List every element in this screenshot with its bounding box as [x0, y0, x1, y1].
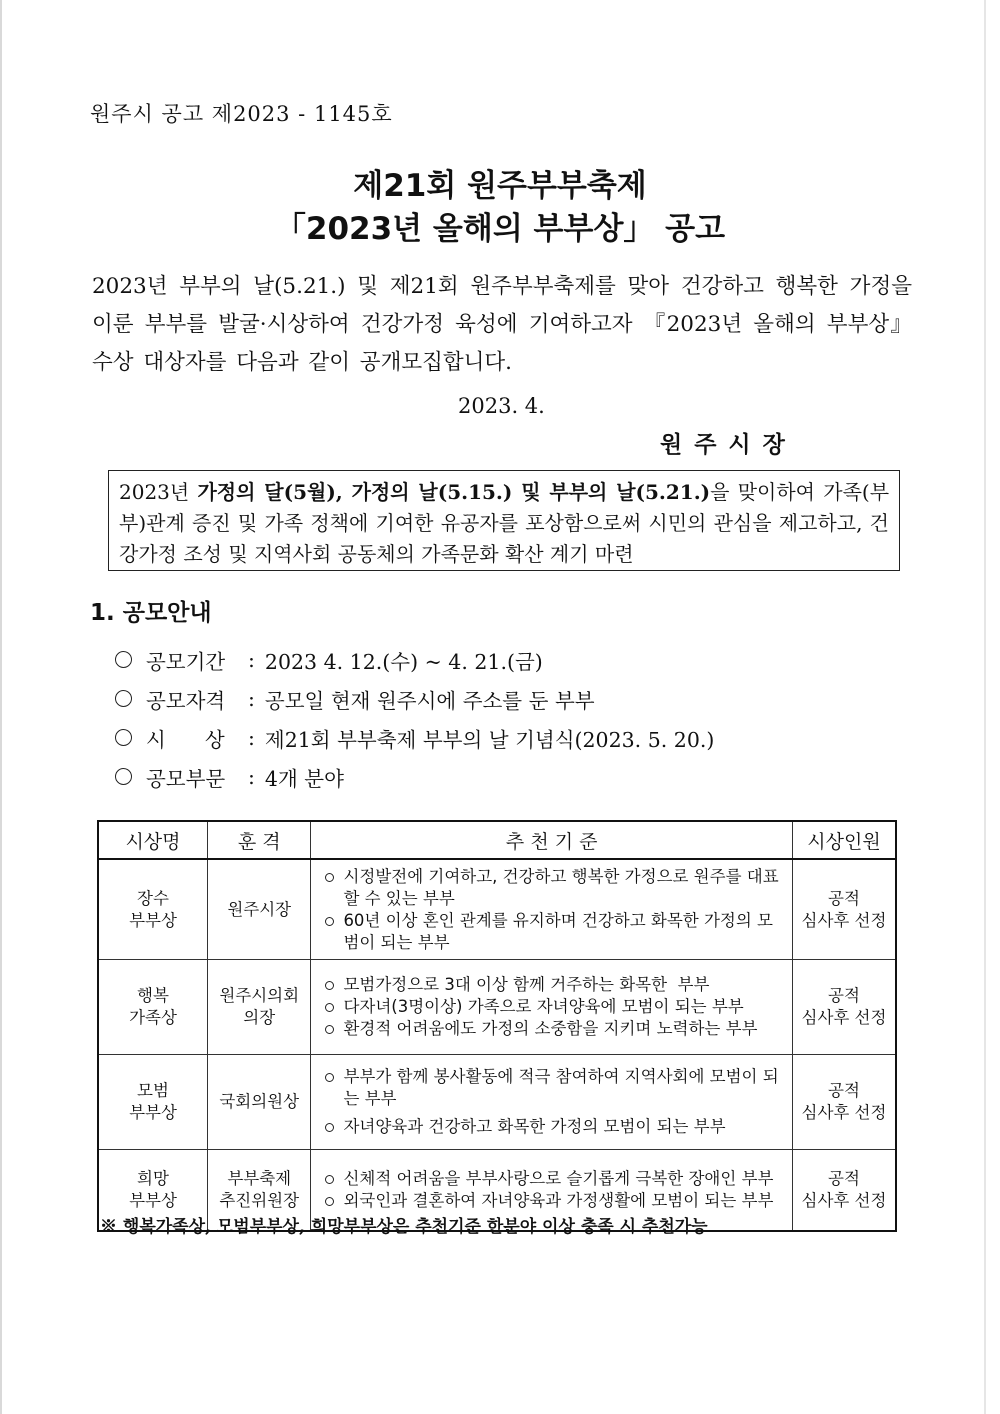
info-item	[115, 679, 714, 718]
award-name-line: 부부상	[129, 1191, 177, 1210]
small-circle-bullet-icon	[325, 1123, 334, 1132]
count-line: 심사후 선정	[801, 1191, 887, 1210]
rank-line: 의장	[243, 1008, 276, 1027]
info-separator: :	[248, 686, 255, 711]
criteria-text: 모범가정으로 3대 이상 함께 거주하는 화목한 부부	[343, 975, 710, 994]
info-separator: :	[248, 764, 255, 789]
criteria-cell	[311, 859, 793, 960]
small-circle-bullet-icon	[325, 917, 334, 926]
criteria-text: 부부가 함께 봉사활동에 적극 참여하여 지역사회에 모범이 되는 부부	[343, 1067, 779, 1108]
rank-line: 원주시장	[227, 899, 292, 919]
small-circle-bullet-icon	[325, 1025, 334, 1034]
rank-line: 원주시의회	[219, 986, 300, 1005]
count-line: 심사후 선정	[801, 910, 887, 930]
criteria-text: 다자녀(3명이상) 가족으로 자녀양육에 모범이 되는 부부	[343, 997, 744, 1016]
info-separator: :	[248, 725, 255, 750]
header-count: 시상인원	[792, 821, 896, 859]
header-award-name: 시상명	[98, 821, 207, 859]
criteria-text: 외국인과 결혼하여 자녀양육과 가정생활에 모범이 되는 부부	[343, 1191, 774, 1210]
count-line: 심사후 선정	[801, 1008, 887, 1027]
notice-date: 2023. 4.	[458, 394, 545, 418]
info-item	[115, 757, 714, 796]
info-value: 공모일 현재 원주시에 주소를 둔 부부	[264, 688, 595, 713]
count-cell	[792, 1055, 896, 1150]
table-row	[98, 1055, 896, 1150]
criteria-cell	[311, 960, 793, 1055]
section-title: 1. 공모안내	[90, 600, 212, 626]
count-line: 공적	[828, 1169, 860, 1188]
criteria-item	[325, 1116, 784, 1138]
info-item	[115, 718, 714, 757]
circle-bullet-icon	[115, 690, 132, 707]
criteria-item	[325, 996, 784, 1018]
criteria-item	[325, 910, 784, 954]
rank-line: 부부축제	[227, 1169, 292, 1188]
notice-number: 원주시 공고 제2023 - 1145호	[90, 102, 393, 126]
info-label: 시 상	[146, 727, 225, 752]
header-criteria: 추 천 기 준	[311, 821, 793, 859]
criteria-text: 환경적 어려움에도 가정의 소중함을 지키며 노력하는 부부	[343, 1019, 758, 1038]
circle-bullet-icon	[115, 729, 132, 746]
criteria-text: 60년 이상 혼인 관계를 유지하며 건강하고 화목한 가정의 모범이 되는 부부	[343, 910, 773, 952]
purpose-text-1: 2023년	[119, 480, 198, 504]
award-name-cell	[98, 1055, 207, 1150]
signer: 원주시장	[660, 432, 797, 458]
count-line: 공적	[828, 986, 860, 1005]
title-line-1: 제21회 원주부부축제	[353, 168, 647, 204]
info-label: 공모부문	[146, 766, 226, 791]
small-circle-bullet-icon	[325, 1073, 334, 1082]
award-name-line: 부부상	[129, 1103, 177, 1122]
award-name-line: 모범	[137, 1081, 169, 1100]
count-line: 공적	[828, 1081, 860, 1100]
circle-bullet-icon	[115, 768, 132, 785]
count-line: 공적	[828, 888, 860, 908]
award-name-line: 부부상	[129, 910, 177, 930]
criteria-text: 자녀양육과 건강하고 화목한 가정의 모범이 되는 부부	[343, 1117, 726, 1136]
count-cell	[792, 960, 896, 1055]
info-value: 2023 4. 12.(수) ~ 4. 21.(금)	[264, 649, 543, 674]
award-name-line: 장수	[137, 888, 169, 908]
table-header-row	[98, 821, 896, 859]
purpose-box	[108, 470, 900, 571]
purpose-text-2: 을 맞이하여 가족(부부)관계 증진 및 가족 정책에 기여한 유공자를 포상함으로써 시민의 관심을 제고하고, 건강가정 조성 및 지역사회 공동체의 가족문화 확산 계기 마련	[119, 480, 890, 566]
award-name-line: 희망	[137, 1169, 169, 1188]
criteria-item	[325, 974, 784, 996]
award-name-line: 행복	[137, 986, 169, 1005]
info-value: 제21회 부부축제 부부의 날 기념식(2023. 5. 20.)	[264, 727, 715, 752]
intro-paragraph: 2023년 부부의 날(5.21.) 및 제21회 원주부부축제를 맞아 건강하고 행복한 가정을 이룬 부부를 발굴·시상하여 건강가정 육성에 기여하고자 『2023년 올해의 부부상』 수상 대상자를 다음과 같이 공개모집합니다.	[92, 274, 912, 375]
criteria-item	[325, 866, 784, 910]
criteria-cell	[311, 1055, 793, 1150]
rank-cell	[207, 960, 310, 1055]
small-circle-bullet-icon	[325, 981, 334, 990]
criteria-item	[325, 1018, 784, 1040]
count-cell	[792, 859, 896, 960]
circle-bullet-icon	[115, 651, 132, 668]
rank-line: 국회의원상	[219, 1092, 300, 1111]
criteria-text: 시정발전에 기여하고, 건강하고 행복한 가정으로 원주를 대표할 수 있는 부부	[343, 866, 779, 908]
criteria-text: 신체적 어려움을 부부사랑으로 슬기롭게 극복한 장애인 부부	[343, 1169, 774, 1188]
count-cell	[792, 1150, 896, 1232]
info-list	[115, 640, 714, 796]
info-value: 4개 분야	[264, 766, 344, 791]
info-label: 공모기간	[146, 649, 226, 674]
small-circle-bullet-icon	[325, 1003, 334, 1012]
header-rank: 훈 격	[207, 821, 310, 859]
rank-cell	[207, 1055, 310, 1150]
awards-table	[97, 820, 897, 1232]
info-item	[115, 640, 714, 679]
award-name-cell	[98, 859, 207, 960]
criteria-item	[325, 1066, 784, 1110]
small-circle-bullet-icon	[325, 1197, 334, 1206]
table-row	[98, 960, 896, 1055]
info-separator: :	[248, 647, 255, 672]
info-label: 공모자격	[146, 688, 226, 713]
rank-line: 추진위원장	[219, 1191, 300, 1210]
purpose-bold: 가정의 달(5월), 가정의 날(5.15.) 및 부부의 날(5.21.)	[197, 480, 711, 504]
criteria-item	[325, 1168, 784, 1190]
rank-cell	[207, 859, 310, 960]
table-row	[98, 859, 896, 960]
title-line-2: 「2023년 올해의 부부상」 공고	[274, 211, 726, 247]
count-line: 심사후 선정	[801, 1103, 887, 1122]
footnote: ※ 행복가족상, 모범부부상, 희망부부상은 추천기준 한분야 이상 충족 시 추천가능	[100, 1217, 708, 1237]
small-circle-bullet-icon	[325, 873, 334, 882]
criteria-item	[325, 1190, 784, 1212]
award-name-cell	[98, 960, 207, 1055]
small-circle-bullet-icon	[325, 1175, 334, 1184]
award-name-line: 가족상	[129, 1008, 177, 1027]
